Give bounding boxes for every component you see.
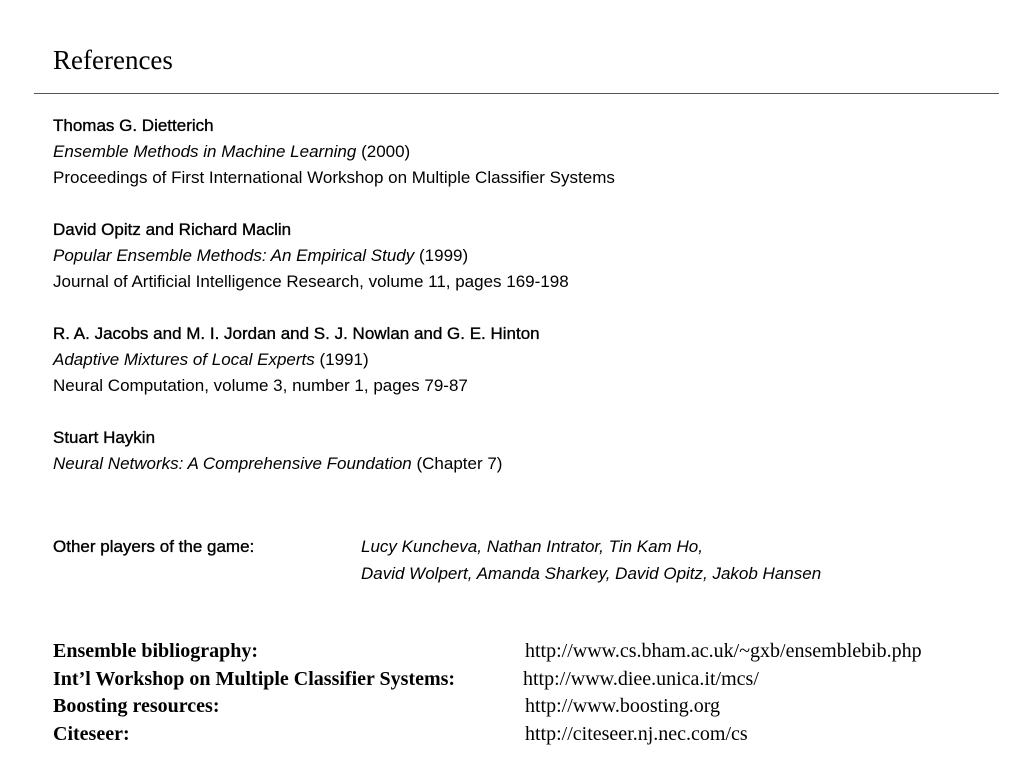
reference-work-title: Ensemble Methods in Machine Learning: [53, 142, 357, 161]
other-players-names-line: Lucy Kuncheva, Nathan Intrator, Tin Kam Ho,: [361, 537, 703, 556]
resource-links: [53, 638, 993, 748]
resource-link[interactable]: http://www.diee.unica.it/mcs/: [523, 667, 759, 690]
reference-title-line: [53, 243, 615, 269]
reference-authors: Stuart Haykin: [53, 428, 156, 447]
reference-year: (1991): [319, 350, 369, 369]
reference-work-title: Neural Networks: A Comprehensive Foundation: [53, 454, 412, 473]
reference-year: (2000): [361, 142, 411, 161]
resource-row-ensemble-bibliography: [53, 638, 993, 666]
reference-authors: Thomas G. Dietterich: [53, 116, 214, 135]
resource-link[interactable]: http://www.cs.bham.ac.uk/~gxb/ensemblebib.php: [525, 640, 922, 662]
resource-row-mcs-workshop: [53, 666, 993, 694]
reference-work-title: Adaptive Mixtures of Local Experts: [53, 350, 315, 369]
reference-work-title: Popular Ensemble Methods: An Empirical Study: [53, 246, 415, 265]
reference-title-line: [53, 451, 615, 477]
reference-source: Proceedings of First International Workshop on Multiple Classifier Systems: [53, 168, 615, 187]
page-title: References: [53, 45, 173, 75]
resource-row-boosting: [53, 693, 993, 721]
other-players-names-line: David Wolpert, Amanda Sharkey, David Opitz, Jakob Hansen: [361, 564, 822, 583]
reference-dietterich: [53, 113, 615, 191]
reference-title-line: [53, 139, 615, 165]
reference-year: (1999): [419, 246, 469, 265]
resource-label: Boosting resources:: [53, 695, 220, 717]
reference-opitz-maclin: [53, 217, 615, 295]
resource-label: Int’l Workshop on Multiple Classifier Systems:: [53, 667, 456, 690]
other-players: [53, 533, 953, 589]
reference-title-line: [53, 347, 615, 373]
reference-source: Neural Computation, volume 3, number 1, pages 79-87: [53, 376, 468, 395]
title-divider: [34, 93, 999, 94]
resource-row-citeseer: [53, 721, 993, 749]
resource-link[interactable]: http://citeseer.nj.nec.com/cs: [525, 722, 748, 745]
reference-year: (Chapter 7): [416, 454, 503, 473]
resource-link[interactable]: http://www.boosting.org: [525, 695, 721, 717]
resource-label: Citeseer:: [53, 722, 130, 745]
reference-jacobs-jordan: [53, 321, 615, 399]
resource-label: Ensemble bibliography:: [53, 640, 259, 662]
reference-list: [53, 113, 615, 503]
reference-authors: R. A. Jacobs and M. I. Jordan and S. J. Nowlan and G. E. Hinton: [53, 324, 540, 343]
reference-source: Journal of Artificial Intelligence Research, volume 11, pages 169-198: [53, 272, 569, 291]
reference-authors: David Opitz and Richard Maclin: [53, 220, 292, 239]
other-players-label: Other players of the game:: [53, 537, 255, 556]
other-players-names: [361, 533, 821, 587]
reference-haykin: [53, 425, 615, 477]
